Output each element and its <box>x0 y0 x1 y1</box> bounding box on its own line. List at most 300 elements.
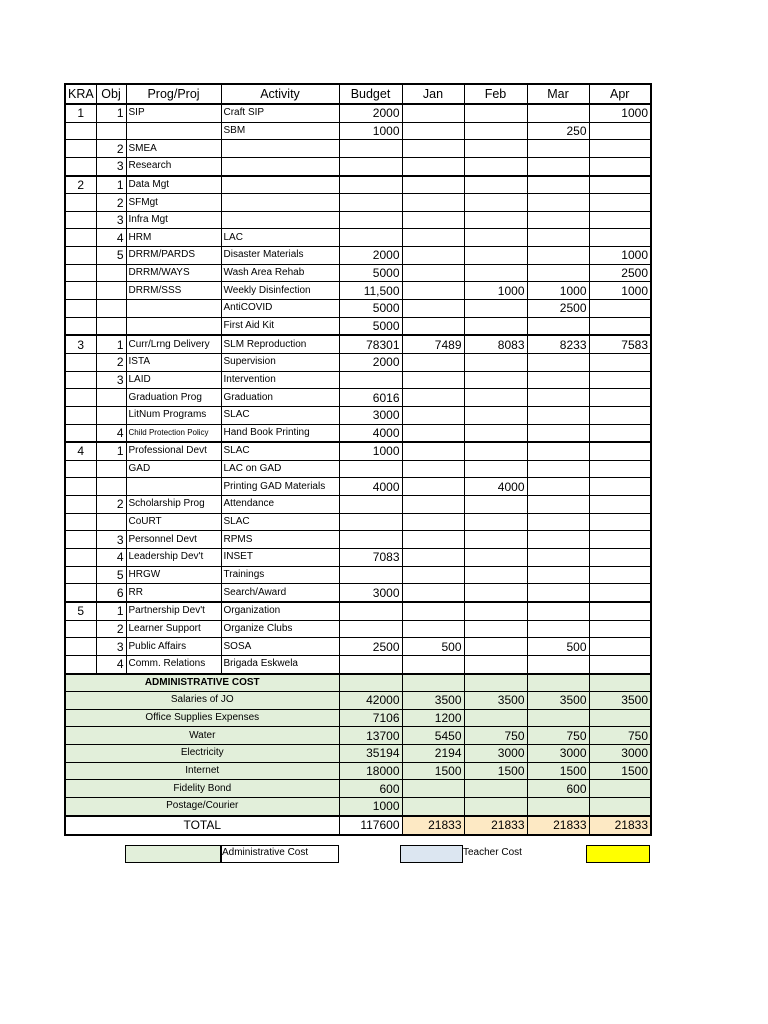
admin-header-row <box>65 674 651 692</box>
cell-mar <box>527 229 589 247</box>
table-row <box>65 549 651 567</box>
cell-budget <box>339 655 402 673</box>
cell-budget <box>339 194 402 212</box>
admin-header-empty <box>339 674 402 692</box>
cell-apr: 7583 <box>589 335 651 353</box>
cell-mar: 500 <box>527 638 589 656</box>
cell-budget: 3000 <box>339 406 402 424</box>
cell-apr <box>589 549 651 567</box>
cell-kra <box>65 140 96 158</box>
cell-act: Weekly Disinfection <box>221 282 339 300</box>
cell-prog <box>126 122 221 140</box>
cell-apr <box>589 122 651 140</box>
cell-prog: HRM <box>126 229 221 247</box>
table-row <box>65 638 651 656</box>
table-body <box>65 84 651 835</box>
header-prog: Prog/Proj <box>126 84 221 104</box>
cell-jan <box>402 353 464 371</box>
cell-budget: 5000 <box>339 264 402 282</box>
cell-kra <box>65 478 96 496</box>
cell-prog: Curr/Lrng Delivery <box>126 335 221 353</box>
cell-act: Organize Clubs <box>221 620 339 638</box>
cell-kra <box>65 211 96 229</box>
cell-feb <box>464 211 527 229</box>
cell-feb <box>464 247 527 265</box>
admin-row <box>65 745 651 763</box>
cell-prog: LAID <box>126 371 221 389</box>
legend-teacher-label: Teacher Cost <box>463 847 522 858</box>
cell-obj: 6 <box>96 584 126 602</box>
cell-prog: DRRM/PARDS <box>126 247 221 265</box>
cell-act: Wash Area Rehab <box>221 264 339 282</box>
cell-mar <box>527 194 589 212</box>
cell-prog: Partnership Dev't <box>126 602 221 620</box>
cell-budget <box>339 140 402 158</box>
table-row <box>65 655 651 673</box>
cell-kra <box>65 247 96 265</box>
cell-jan <box>402 442 464 460</box>
cell-apr <box>589 478 651 496</box>
cell-kra <box>65 638 96 656</box>
admin-feb: 1500 <box>464 762 527 780</box>
cell-feb <box>464 549 527 567</box>
admin-label: Electricity <box>65 745 339 763</box>
cell-budget <box>339 566 402 584</box>
cell-apr <box>589 655 651 673</box>
cell-budget <box>339 620 402 638</box>
cell-act: Brigada Eskwela <box>221 655 339 673</box>
cell-kra: 4 <box>65 442 96 460</box>
cell-jan: 7489 <box>402 335 464 353</box>
admin-apr <box>589 709 651 727</box>
cell-feb <box>464 584 527 602</box>
cell-mar <box>527 157 589 175</box>
cell-feb <box>464 140 527 158</box>
cell-obj: 1 <box>96 335 126 353</box>
cell-mar <box>527 513 589 531</box>
table-row <box>65 211 651 229</box>
cell-feb <box>464 264 527 282</box>
table-row <box>65 335 651 353</box>
admin-apr <box>589 780 651 798</box>
cell-jan <box>402 104 464 122</box>
cell-apr <box>589 371 651 389</box>
cell-apr <box>589 460 651 478</box>
cell-kra: 2 <box>65 176 96 194</box>
cell-obj: 4 <box>96 549 126 567</box>
cell-prog: Professional Devt <box>126 442 221 460</box>
table-row <box>65 353 651 371</box>
cell-act: Search/Award <box>221 584 339 602</box>
cell-feb <box>464 176 527 194</box>
cell-act: Organization <box>221 602 339 620</box>
cell-obj: 1 <box>96 176 126 194</box>
budget-table <box>64 83 652 836</box>
admin-apr: 3500 <box>589 692 651 710</box>
cell-obj: 4 <box>96 424 126 442</box>
cell-kra <box>65 264 96 282</box>
admin-feb: 3500 <box>464 692 527 710</box>
admin-feb <box>464 780 527 798</box>
cell-jan <box>402 478 464 496</box>
cell-apr: 1000 <box>589 282 651 300</box>
cell-budget: 5000 <box>339 300 402 318</box>
admin-jan <box>402 780 464 798</box>
cell-jan <box>402 513 464 531</box>
table-row <box>65 602 651 620</box>
cell-act <box>221 140 339 158</box>
cell-jan <box>402 406 464 424</box>
cell-act: SLAC <box>221 406 339 424</box>
cell-budget <box>339 371 402 389</box>
cell-jan <box>402 620 464 638</box>
cell-obj <box>96 122 126 140</box>
cell-mar <box>527 264 589 282</box>
table-row <box>65 300 651 318</box>
table-row <box>65 229 651 247</box>
admin-mar: 1500 <box>527 762 589 780</box>
table-row <box>65 176 651 194</box>
cell-budget: 1000 <box>339 442 402 460</box>
cell-act: SOSA <box>221 638 339 656</box>
cell-prog: Public Affairs <box>126 638 221 656</box>
cell-apr <box>589 602 651 620</box>
cell-feb <box>464 317 527 335</box>
cell-mar <box>527 584 589 602</box>
cell-apr <box>589 194 651 212</box>
cell-mar <box>527 602 589 620</box>
cell-budget: 2000 <box>339 104 402 122</box>
cell-act: SLM Reproduction <box>221 335 339 353</box>
cell-kra <box>65 584 96 602</box>
cell-prog <box>126 300 221 318</box>
cell-jan <box>402 157 464 175</box>
admin-budget: 35194 <box>339 745 402 763</box>
cell-apr <box>589 513 651 531</box>
header-jan: Jan <box>402 84 464 104</box>
cell-prog: Learner Support <box>126 620 221 638</box>
cell-kra: 3 <box>65 335 96 353</box>
cell-obj: 2 <box>96 353 126 371</box>
cell-prog: GAD <box>126 460 221 478</box>
admin-jan: 3500 <box>402 692 464 710</box>
header-budget: Budget <box>339 84 402 104</box>
cell-feb <box>464 638 527 656</box>
cell-budget: 1000 <box>339 122 402 140</box>
cell-prog: DRRM/WAYS <box>126 264 221 282</box>
cell-act <box>221 211 339 229</box>
table-row <box>65 194 651 212</box>
cell-feb <box>464 122 527 140</box>
admin-label: Postage/Courier <box>65 797 339 815</box>
cell-prog: Leadership Dev't <box>126 549 221 567</box>
table-row <box>65 317 651 335</box>
cell-obj: 5 <box>96 566 126 584</box>
cell-kra <box>65 655 96 673</box>
cell-act: Intervention <box>221 371 339 389</box>
table-row <box>65 531 651 549</box>
cell-mar <box>527 442 589 460</box>
admin-label: Water <box>65 727 339 745</box>
admin-budget: 7106 <box>339 709 402 727</box>
cell-apr <box>589 353 651 371</box>
admin-feb: 3000 <box>464 745 527 763</box>
cell-obj: 2 <box>96 620 126 638</box>
cell-mar <box>527 460 589 478</box>
cell-prog: Data Mgt <box>126 176 221 194</box>
table-row <box>65 424 651 442</box>
cell-obj <box>96 406 126 424</box>
cell-mar <box>527 531 589 549</box>
legend-teacher-swatch <box>400 845 463 863</box>
cell-kra <box>65 317 96 335</box>
admin-feb <box>464 797 527 815</box>
table-row <box>65 389 651 407</box>
cell-budget <box>339 157 402 175</box>
cell-prog: SFMgt <box>126 194 221 212</box>
cell-feb <box>464 353 527 371</box>
table-row <box>65 460 651 478</box>
admin-budget: 1000 <box>339 797 402 815</box>
cell-obj <box>96 513 126 531</box>
cell-jan <box>402 460 464 478</box>
admin-row <box>65 797 651 815</box>
cell-feb <box>464 406 527 424</box>
cell-budget: 2000 <box>339 247 402 265</box>
header-kra: KRA <box>65 84 96 104</box>
cell-jan <box>402 229 464 247</box>
cell-obj: 1 <box>96 602 126 620</box>
cell-mar <box>527 247 589 265</box>
admin-row <box>65 762 651 780</box>
cell-kra <box>65 157 96 175</box>
cell-obj: 2 <box>96 140 126 158</box>
cell-jan <box>402 122 464 140</box>
cell-mar: 8233 <box>527 335 589 353</box>
legend-yellow-swatch <box>586 845 650 863</box>
cell-act <box>221 194 339 212</box>
cell-feb <box>464 496 527 514</box>
cell-budget: 2000 <box>339 353 402 371</box>
cell-apr <box>589 140 651 158</box>
admin-feb <box>464 709 527 727</box>
cell-act: SLAC <box>221 442 339 460</box>
cell-act: Disaster Materials <box>221 247 339 265</box>
header-activity: Activity <box>221 84 339 104</box>
cell-obj <box>96 300 126 318</box>
cell-jan <box>402 424 464 442</box>
cell-prog: RR <box>126 584 221 602</box>
cell-act: Graduation <box>221 389 339 407</box>
cell-prog <box>126 317 221 335</box>
cell-jan <box>402 566 464 584</box>
cell-mar <box>527 353 589 371</box>
table-row <box>65 122 651 140</box>
cell-feb <box>464 229 527 247</box>
cell-kra <box>65 194 96 212</box>
cell-prog: Infra Mgt <box>126 211 221 229</box>
total-label: TOTAL <box>65 816 339 835</box>
cell-apr <box>589 424 651 442</box>
admin-row <box>65 780 651 798</box>
header-mar: Mar <box>527 84 589 104</box>
cell-mar: 250 <box>527 122 589 140</box>
cell-prog: Research <box>126 157 221 175</box>
cell-budget: 4000 <box>339 424 402 442</box>
cell-act: Attendance <box>221 496 339 514</box>
cell-jan <box>402 584 464 602</box>
cell-act: SLAC <box>221 513 339 531</box>
cell-mar <box>527 620 589 638</box>
cell-apr <box>589 389 651 407</box>
cell-prog: Comm. Relations <box>126 655 221 673</box>
admin-mar: 750 <box>527 727 589 745</box>
cell-prog: LitNum Programs <box>126 406 221 424</box>
admin-budget: 13700 <box>339 727 402 745</box>
admin-header-empty <box>464 674 527 692</box>
admin-mar <box>527 709 589 727</box>
cell-mar <box>527 424 589 442</box>
admin-mar <box>527 797 589 815</box>
cell-kra <box>65 229 96 247</box>
cell-prog: Child Protection Policy <box>126 424 221 442</box>
cell-mar <box>527 211 589 229</box>
admin-jan: 5450 <box>402 727 464 745</box>
cell-jan <box>402 496 464 514</box>
cell-obj: 1 <box>96 104 126 122</box>
cell-budget <box>339 496 402 514</box>
cell-act: First Aid Kit <box>221 317 339 335</box>
cell-budget: 5000 <box>339 317 402 335</box>
cell-jan: 500 <box>402 638 464 656</box>
admin-feb: 750 <box>464 727 527 745</box>
cell-feb <box>464 513 527 531</box>
cell-feb: 8083 <box>464 335 527 353</box>
total-apr: 21833 <box>589 816 651 835</box>
cell-kra <box>65 460 96 478</box>
cell-mar <box>527 478 589 496</box>
cell-budget: 78301 <box>339 335 402 353</box>
admin-row <box>65 709 651 727</box>
cell-feb <box>464 371 527 389</box>
cell-feb: 1000 <box>464 282 527 300</box>
cell-obj: 3 <box>96 371 126 389</box>
cell-budget: 7083 <box>339 549 402 567</box>
total-feb: 21833 <box>464 816 527 835</box>
admin-header-empty <box>402 674 464 692</box>
admin-jan: 1500 <box>402 762 464 780</box>
cell-apr <box>589 229 651 247</box>
cell-obj <box>96 478 126 496</box>
cell-act <box>221 157 339 175</box>
cell-prog: ISTA <box>126 353 221 371</box>
cell-act: Craft SIP <box>221 104 339 122</box>
cell-act: Hand Book Printing <box>221 424 339 442</box>
cell-obj <box>96 264 126 282</box>
cell-act: Trainings <box>221 566 339 584</box>
cell-obj: 5 <box>96 247 126 265</box>
cell-mar: 2500 <box>527 300 589 318</box>
cell-kra <box>65 549 96 567</box>
cell-prog: CoURT <box>126 513 221 531</box>
cell-apr: 2500 <box>589 264 651 282</box>
cell-apr <box>589 620 651 638</box>
cell-budget: 4000 <box>339 478 402 496</box>
cell-apr <box>589 157 651 175</box>
admin-mar: 3000 <box>527 745 589 763</box>
cell-act: RPMS <box>221 531 339 549</box>
total-jan: 21833 <box>402 816 464 835</box>
cell-obj: 2 <box>96 194 126 212</box>
cell-act: LAC <box>221 229 339 247</box>
cell-obj: 1 <box>96 442 126 460</box>
cell-feb <box>464 194 527 212</box>
cell-budget <box>339 531 402 549</box>
header-feb: Feb <box>464 84 527 104</box>
cell-jan <box>402 140 464 158</box>
cell-budget <box>339 229 402 247</box>
cell-act: AntiCOVID <box>221 300 339 318</box>
cell-jan <box>402 389 464 407</box>
cell-feb <box>464 655 527 673</box>
cell-kra <box>65 513 96 531</box>
cell-mar <box>527 140 589 158</box>
header-obj: Obj <box>96 84 126 104</box>
total-row <box>65 816 651 835</box>
cell-kra <box>65 371 96 389</box>
admin-mar: 3500 <box>527 692 589 710</box>
cell-jan <box>402 211 464 229</box>
cell-jan <box>402 371 464 389</box>
cell-mar <box>527 389 589 407</box>
table-row <box>65 513 651 531</box>
table-row <box>65 584 651 602</box>
table-row <box>65 247 651 265</box>
table-row <box>65 264 651 282</box>
cell-kra <box>65 620 96 638</box>
admin-header-empty <box>589 674 651 692</box>
total-mar: 21833 <box>527 816 589 835</box>
cell-jan <box>402 655 464 673</box>
admin-apr: 3000 <box>589 745 651 763</box>
cell-obj: 3 <box>96 638 126 656</box>
cell-apr <box>589 638 651 656</box>
cell-act: INSET <box>221 549 339 567</box>
cell-jan <box>402 282 464 300</box>
cell-apr <box>589 317 651 335</box>
table-row <box>65 104 651 122</box>
cell-feb <box>464 602 527 620</box>
cell-feb <box>464 442 527 460</box>
cell-obj: 4 <box>96 229 126 247</box>
cell-kra <box>65 122 96 140</box>
cell-apr <box>589 176 651 194</box>
cell-prog: HRGW <box>126 566 221 584</box>
cell-prog: Scholarship Prog <box>126 496 221 514</box>
cell-apr <box>589 531 651 549</box>
admin-budget: 42000 <box>339 692 402 710</box>
cell-prog: SIP <box>126 104 221 122</box>
cell-obj: 2 <box>96 496 126 514</box>
legend-admin-swatch <box>125 845 222 863</box>
table-row <box>65 620 651 638</box>
cell-mar <box>527 317 589 335</box>
cell-kra <box>65 353 96 371</box>
cell-mar <box>527 104 589 122</box>
cell-mar <box>527 371 589 389</box>
table-row <box>65 442 651 460</box>
cell-kra <box>65 389 96 407</box>
